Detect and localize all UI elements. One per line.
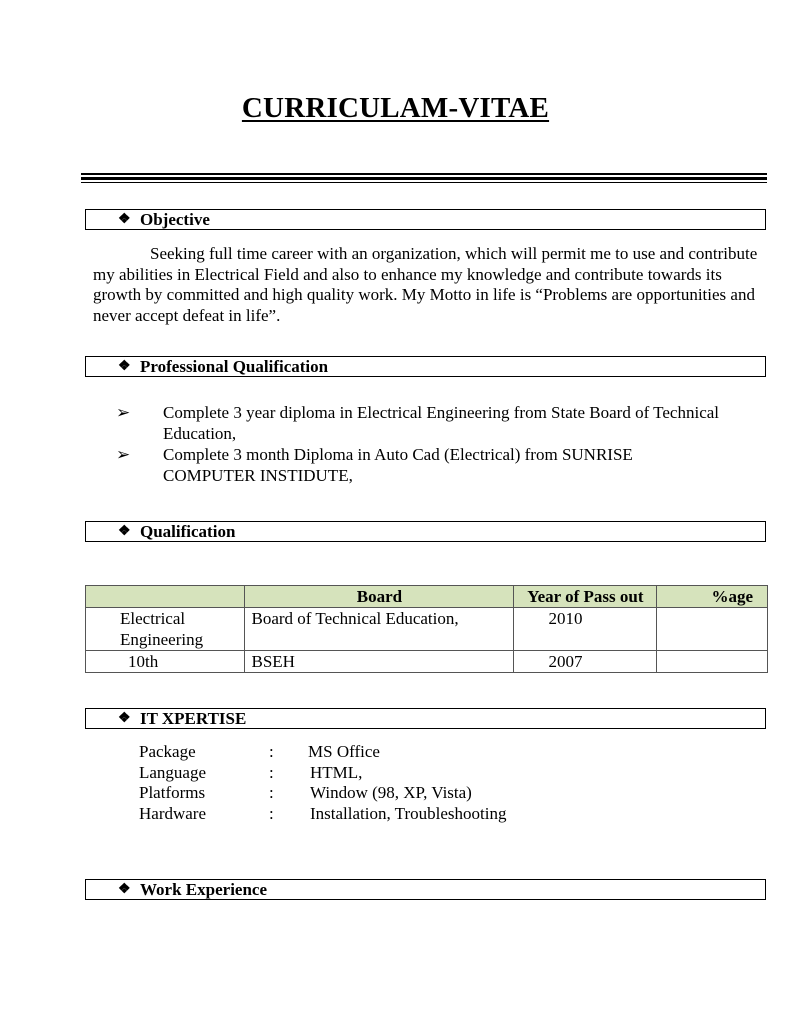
it-row-hardware	[139, 804, 639, 824]
table-row	[86, 651, 768, 673]
table-cell	[657, 651, 768, 673]
work-experience-heading: Work Experience	[140, 880, 268, 899]
table-header-row	[86, 586, 768, 608]
diamond-bullet-icon: ❖	[118, 524, 131, 539]
table-cell: 10th	[86, 651, 245, 673]
list-item-text: Complete 3 year diploma in Electrical Engineering from State Board of Technical Education,	[163, 403, 720, 443]
title-divider-line	[81, 173, 767, 175]
it-key: Platforms	[139, 783, 206, 802]
table-cell: Electrical Engineering	[86, 608, 245, 651]
it-value: Window (98, XP, Vista)	[310, 783, 472, 802]
objective-text	[93, 244, 763, 327]
objective-heading: Objective	[140, 210, 210, 229]
work-experience-heading-box	[85, 879, 766, 900]
table-cell	[657, 608, 768, 651]
title-divider-line-thin	[81, 182, 767, 183]
diamond-bullet-icon: ❖	[118, 711, 131, 726]
it-row-package	[139, 742, 639, 762]
colon: :	[269, 783, 274, 802]
diamond-bullet-icon: ❖	[118, 212, 131, 227]
qualification-table	[85, 585, 768, 673]
it-row-platforms	[139, 783, 639, 803]
table-cell: Board of Technical Education,	[245, 608, 514, 651]
table-header-cell: Board	[245, 586, 514, 608]
document-title: CURRICULAM-VITAE	[241, 92, 550, 124]
it-key: Hardware	[139, 804, 207, 823]
it-key: Package	[139, 742, 196, 761]
table-row	[86, 608, 768, 651]
it-value: HTML,	[310, 763, 363, 782]
qualification-heading: Qualification	[140, 522, 236, 541]
table-cell: 2007	[514, 651, 657, 673]
it-expertise-heading-box	[85, 708, 766, 729]
objective-paragraph: Seeking full time career with an organization, which will permit me to use and contribute my abilities in Electrical Field and also to enhance my knowledge and contribute towards its growth by committed and high quality work. My Motto in life is “Problems are opportunities and never accept defeat in life”.	[93, 244, 758, 326]
it-expertise-heading: IT XPERTISE	[140, 709, 247, 728]
it-row-language	[139, 763, 639, 783]
diamond-bullet-icon: ❖	[118, 359, 131, 374]
it-value: Installation, Troubleshooting	[310, 804, 507, 823]
it-value: MS Office	[308, 742, 380, 761]
professional-qualification-heading: Professional Qualification	[140, 357, 329, 376]
colon: :	[269, 804, 274, 823]
it-key: Language	[139, 763, 207, 782]
table-cell: 2010	[514, 608, 657, 651]
objective-heading-box	[85, 209, 766, 230]
arrow-bullet-icon: ➢	[116, 445, 131, 464]
title-divider-line-thick	[81, 177, 767, 180]
qualification-heading-box	[85, 521, 766, 542]
arrow-bullet-icon: ➢	[116, 403, 131, 422]
colon: :	[269, 742, 274, 761]
table-header-cell	[86, 586, 245, 608]
table-cell: BSEH	[245, 651, 514, 673]
table-header-cell: %age	[657, 586, 768, 608]
colon: :	[269, 763, 274, 782]
diamond-bullet-icon: ❖	[118, 882, 131, 897]
professional-qualification-heading-box	[85, 356, 766, 377]
table-header-cell: Year of Pass out	[514, 586, 657, 608]
list-item-text: Complete 3 month Diploma in Auto Cad (Electrical) from SUNRISE COMPUTER INSTIDUTE,	[163, 445, 633, 485]
